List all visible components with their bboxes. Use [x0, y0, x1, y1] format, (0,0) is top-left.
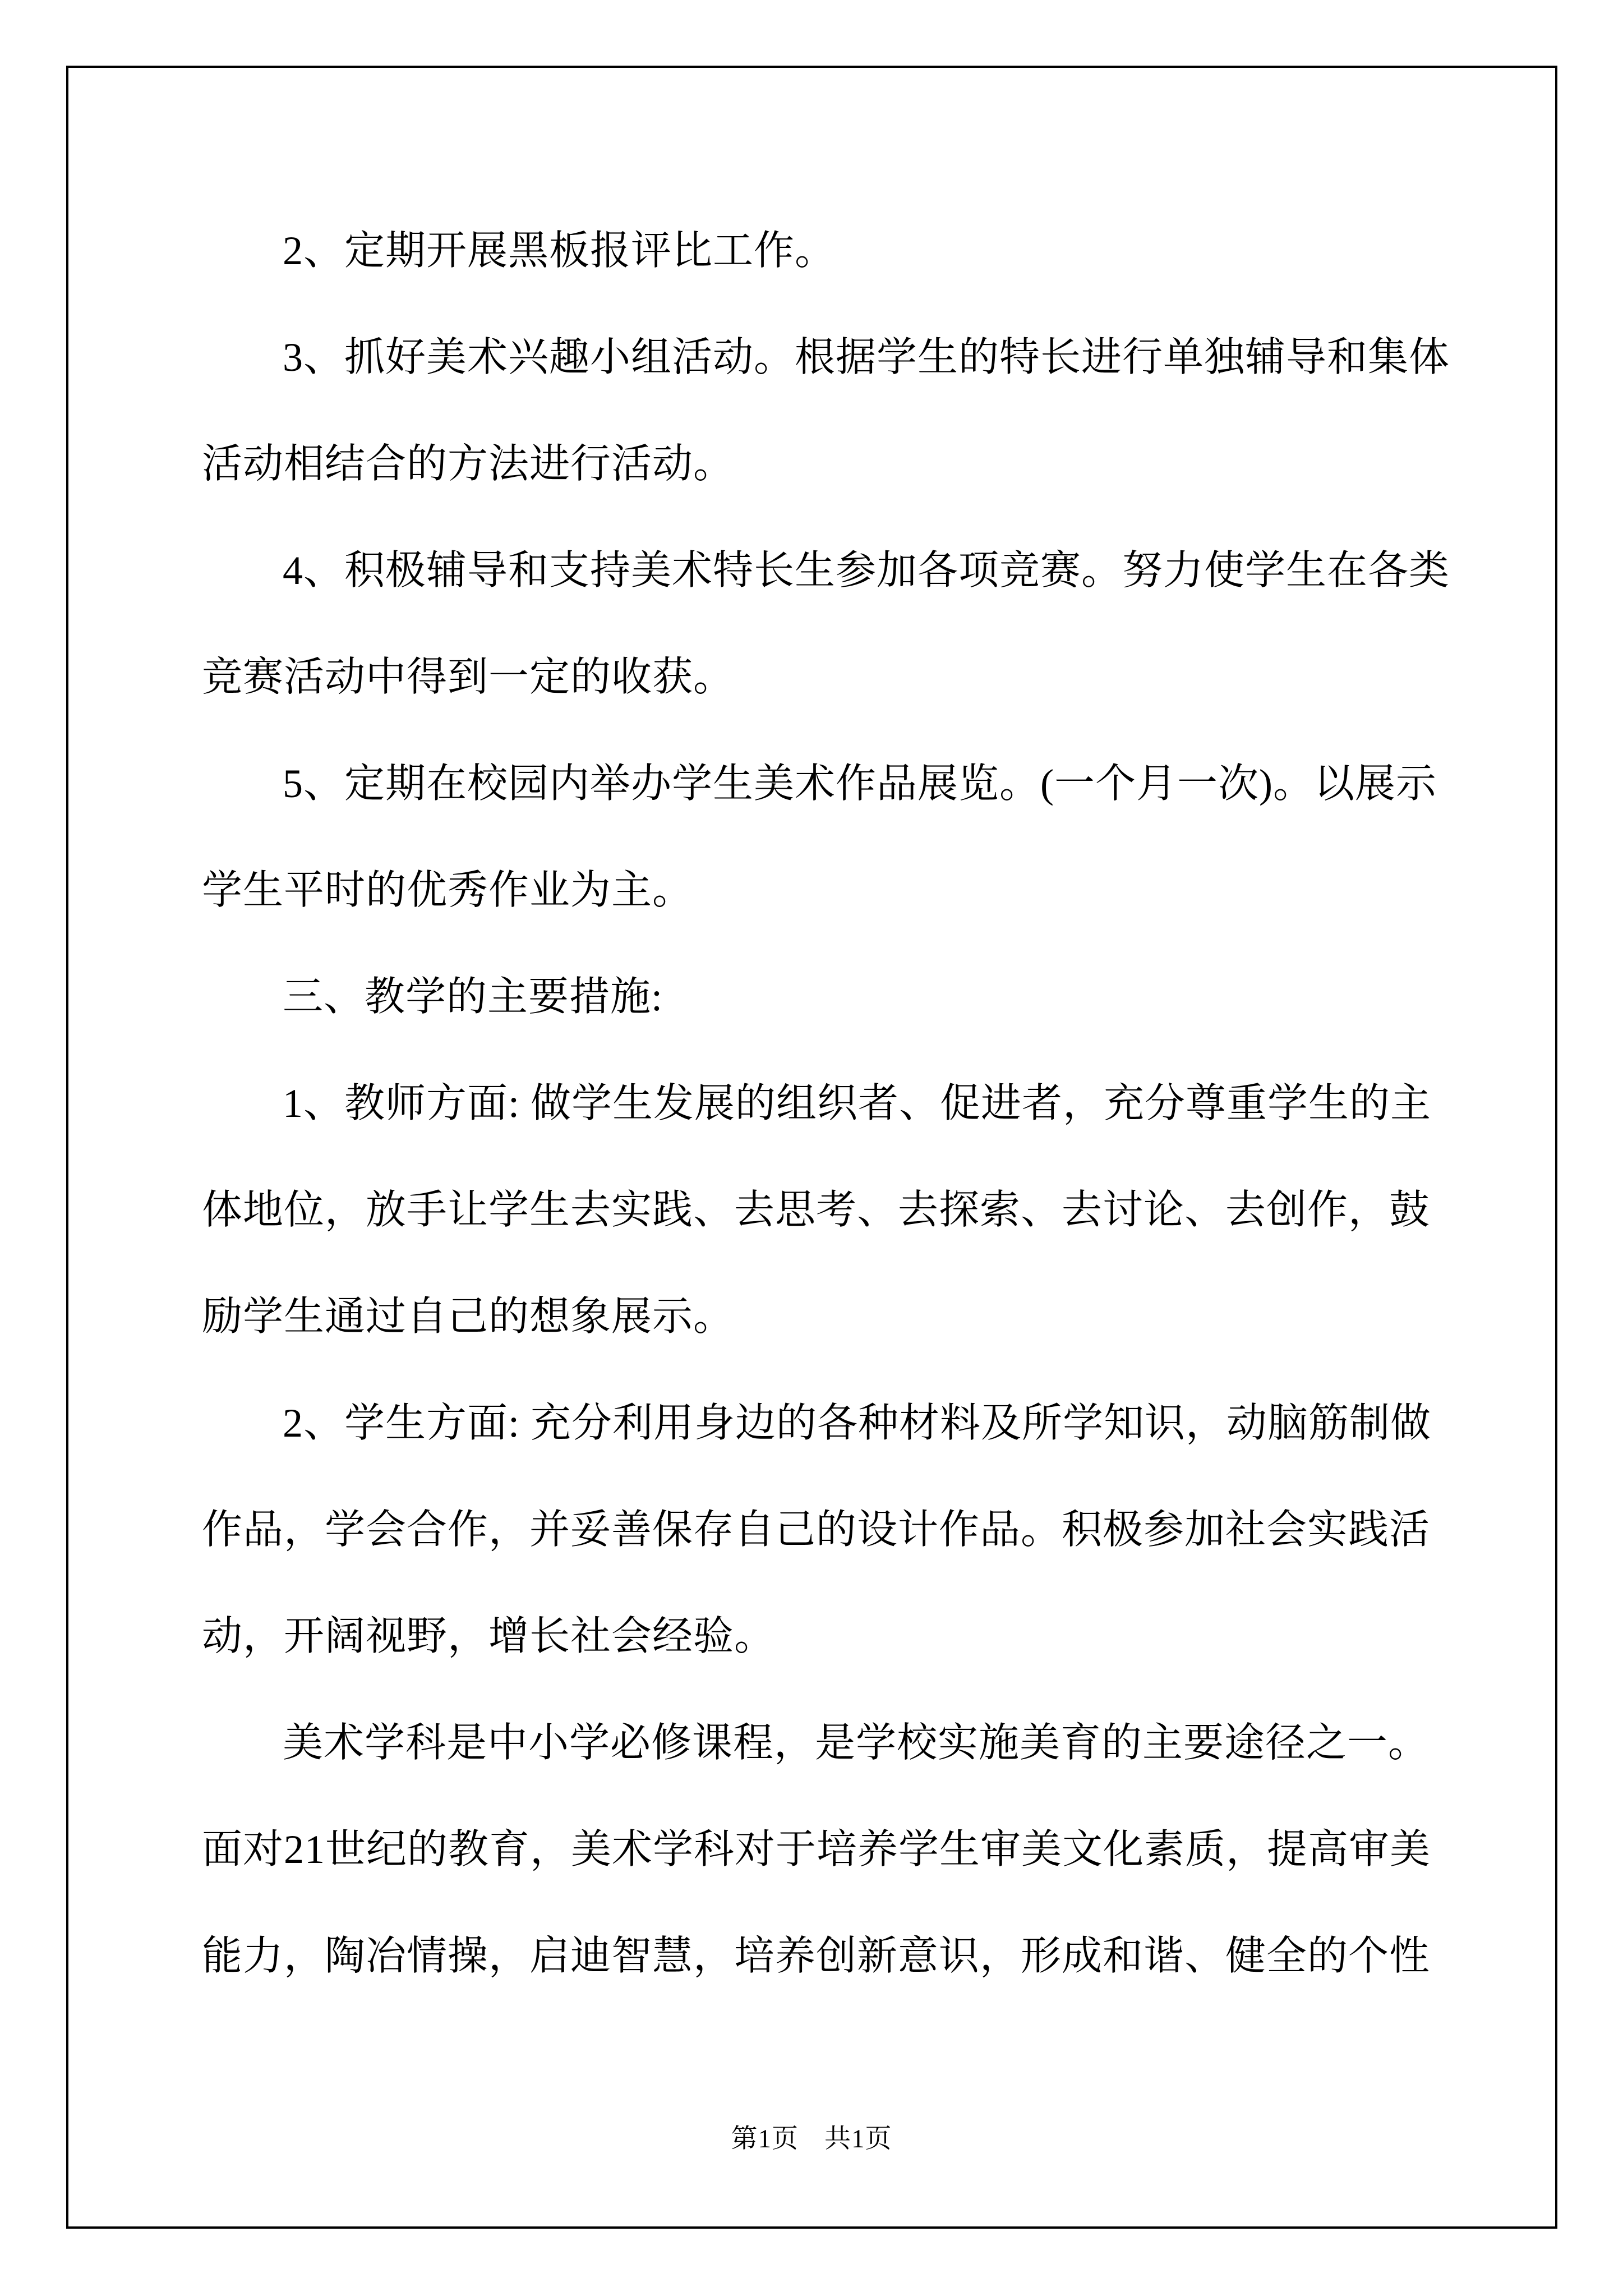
page-number-total: 共1页: [824, 2124, 892, 2154]
text-line: 美术学科是中小学必修课程，是学校实施美育的主要途径之一。: [283, 1720, 1430, 1765]
page-number-current: 第1页: [731, 2124, 799, 2154]
text-line: 三、教学的主要措施:: [283, 974, 663, 1019]
text-line: 2、定期开展黑板报评比工作。: [283, 228, 836, 273]
text-line: 能力，陶冶情操，启迪智慧，培养创新意识，形成和谐、健全的个性: [202, 1934, 1431, 1978]
text-line: 励学生通过自己的想象展示。: [202, 1294, 735, 1339]
text-line: 体地位，放手让学生去实践、去思考、去探索、去讨论、去创作，鼓: [202, 1188, 1431, 1232]
text-line: 作品，学会合作，并妥善保存自己的设计作品。积极参加社会实践活: [202, 1507, 1431, 1552]
text-line: 动，开阔视野，增长社会经验。: [202, 1614, 776, 1659]
text-line: 竞赛活动中得到一定的收获。: [202, 655, 735, 700]
text-line: 4、积极辅导和支持美术特长生参加各项竞赛。努力使学生在各类: [283, 548, 1450, 593]
page-footer: [0, 2119, 1623, 2159]
text-line: 2、学生方面: 充分利用身边的各种材料及所学知识，动脑筋制做: [283, 1401, 1432, 1446]
text-line: 5、定期在校园内举办学生美术作品展览。(一个月一次)。以展示: [283, 761, 1437, 806]
text-line: 面对21世纪的教育，美术学科对于培养学生审美文化素质，提高审美: [202, 1827, 1431, 1872]
text-line: 活动相结合的方法进行活动。: [202, 441, 735, 486]
document-text: [202, 197, 1453, 2009]
text-line: 1、教师方面: 做学生发展的组织者、促进者，充分尊重学生的主: [283, 1081, 1432, 1126]
text-line: 学生平时的优秀作业为主。: [202, 868, 694, 913]
text-line: 3、抓好美术兴趣小组活动。根据学生的特长进行单独辅导和集体: [283, 335, 1450, 380]
